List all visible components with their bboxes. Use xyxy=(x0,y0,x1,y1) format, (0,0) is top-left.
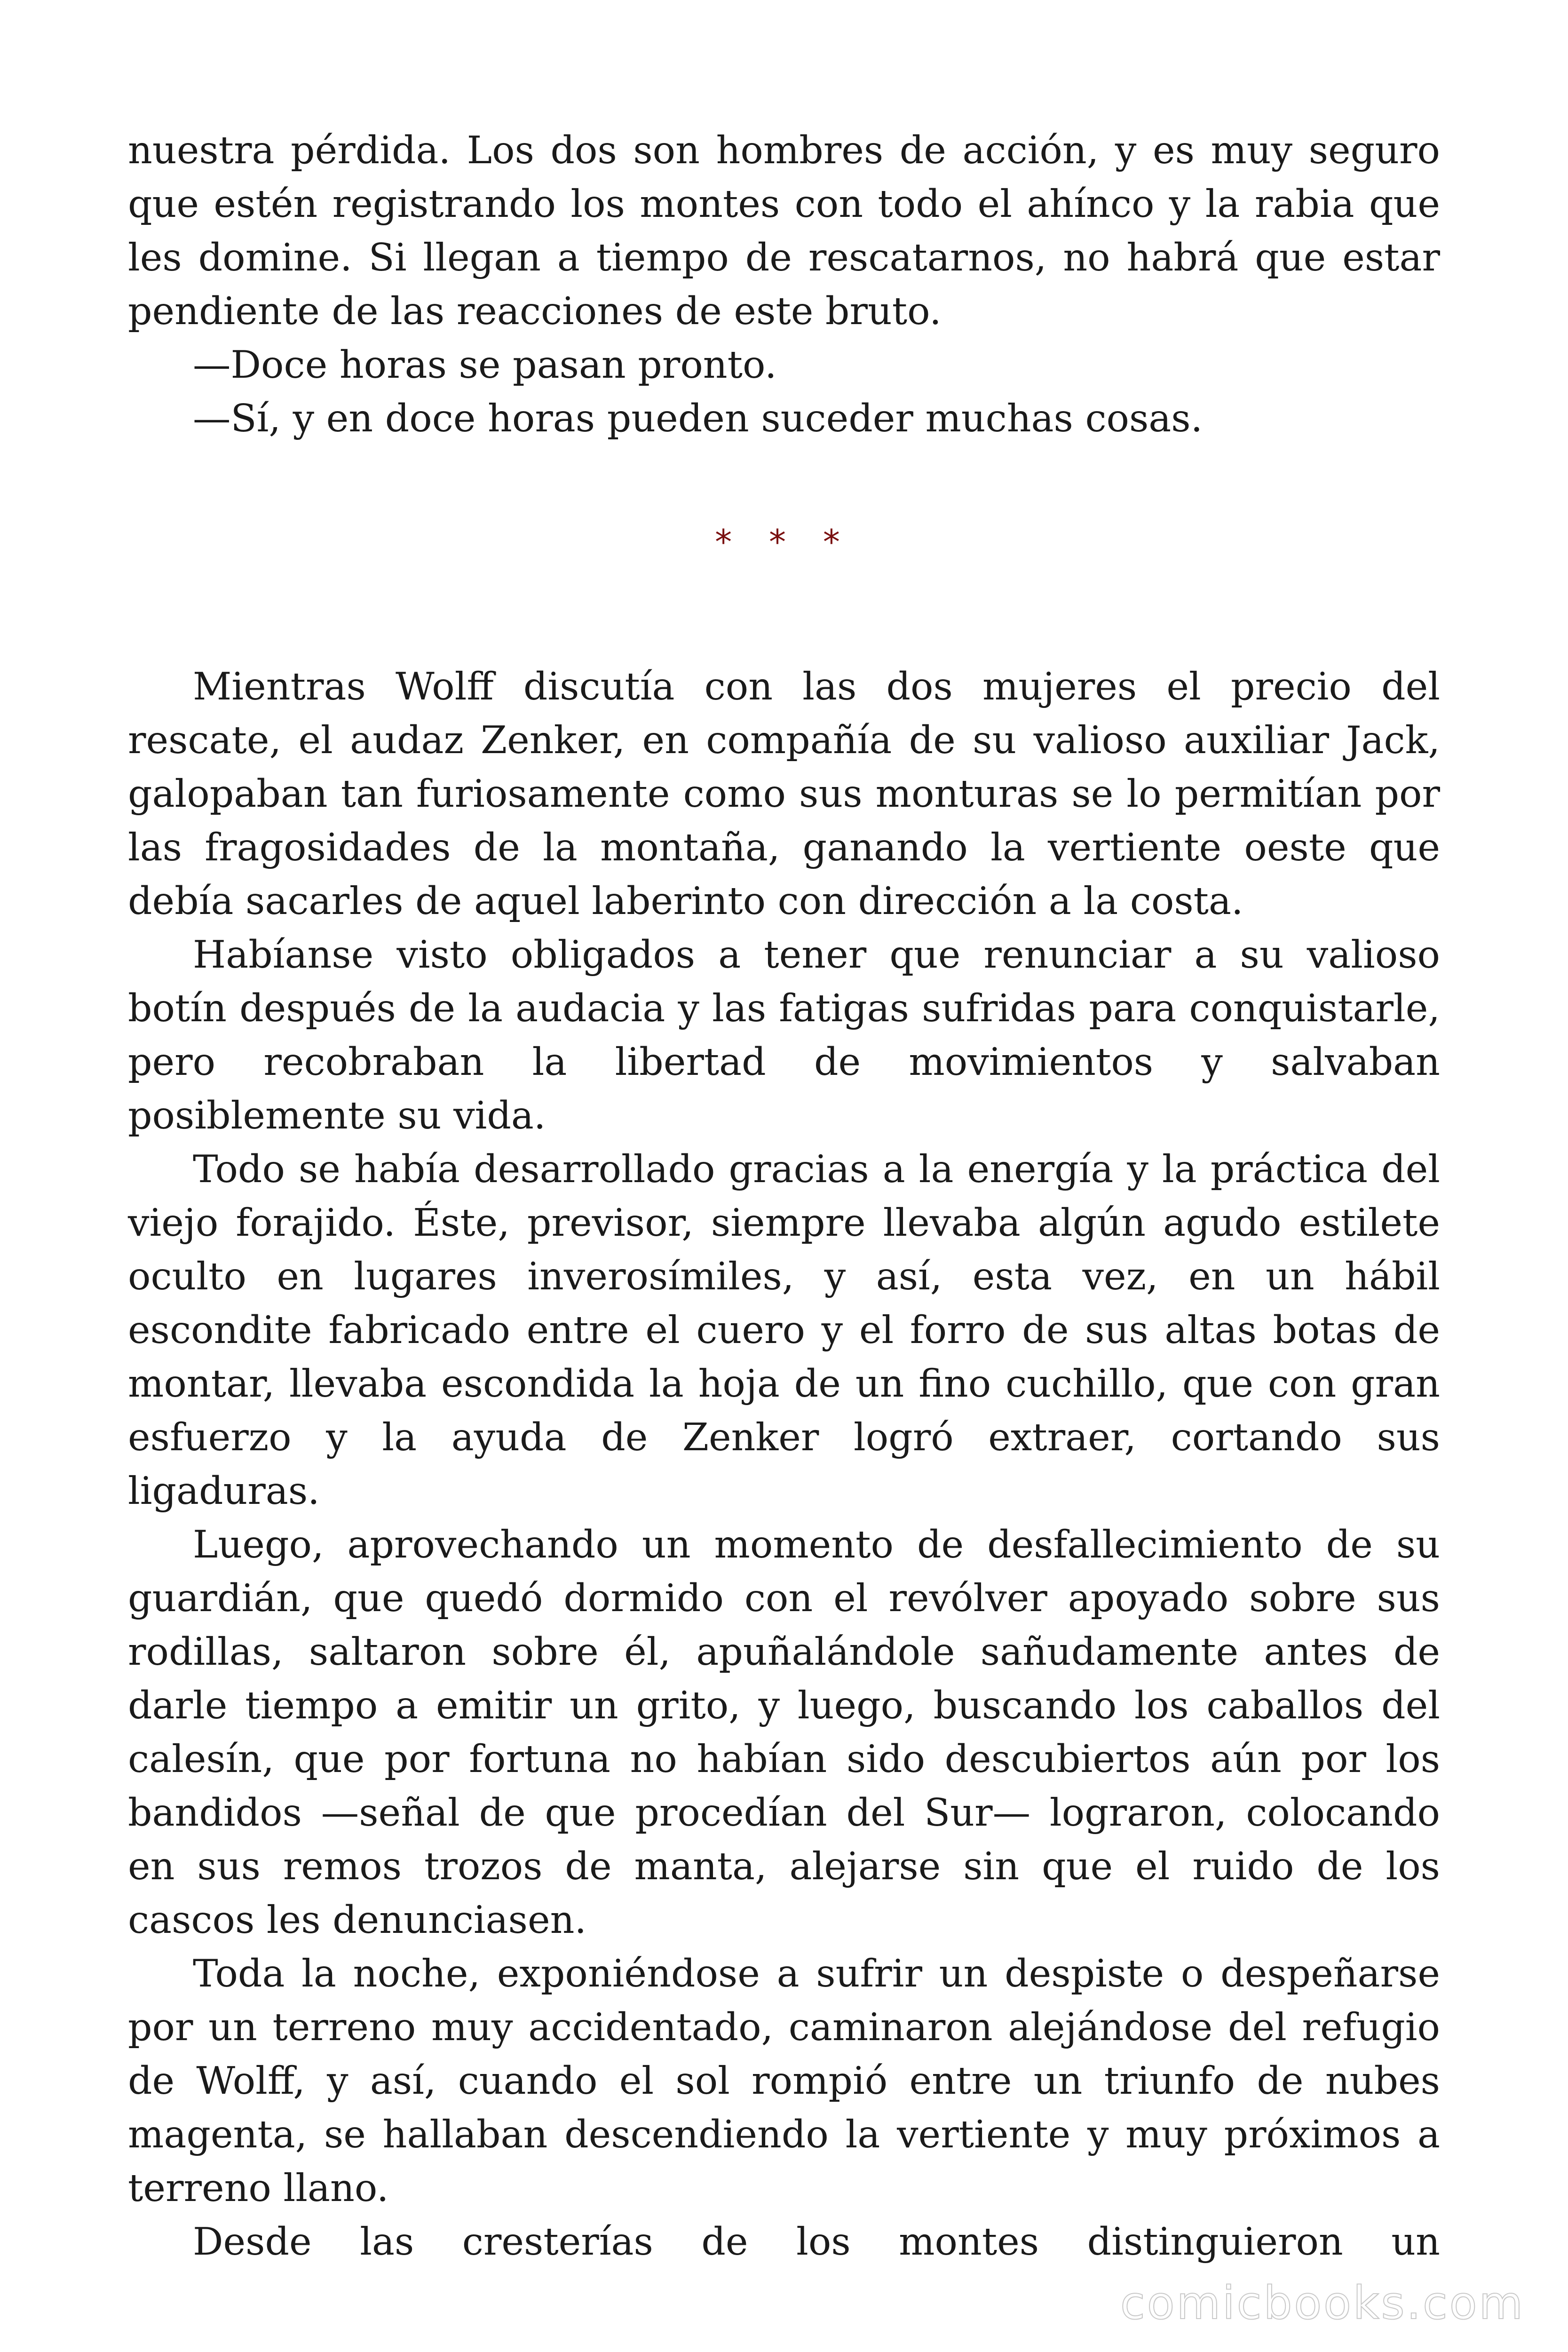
watermark-logo: comicbooks.com xyxy=(1120,2277,1525,2329)
paragraph: Toda la noche, exponiéndose a sufrir un despiste o despeñarse por un terreno muy accidentado, caminaron alejándose del refugio de Wolff, y así, cuando el sol rompió entre un triunfo de nubes magenta, se hallaban descendiendo la vertiente y muy próximos a terreno llano. xyxy=(128,1951,1440,2210)
separator-stars: * * * xyxy=(715,522,853,562)
paragraph: Luego, aprovechando un momento de desfallecimiento de su guardián, que quedó dormido con el revólver apoyado sobre sus rodillas, saltaron sobre él, apuñalándole sañudamente antes de darle tiempo a emitir un grito, y luego, buscando los caballos del calesín, que por fortuna no habían sido descubiertos aún por los bandidos —señal de que procedían del Sur— lograron, colocando en sus remos trozos de manta, alejarse sin que el ruido de los cascos les denunciasen. xyxy=(128,1522,1440,1942)
dialogue-line: —Sí, y en doce horas pueden suceder muchas cosas. xyxy=(193,396,1203,440)
paragraph-continuation: nuestra pérdida. Los dos son hombres de acción, y es muy seguro que estén registrando los montes con todo el ahínco y la rabia que les domine. Si llegan a tiempo de rescatarnos, no habrá que estar pendiente de las reacciones de este bruto. xyxy=(128,128,1440,333)
section-separator xyxy=(128,499,1440,606)
paragraph: Mientras Wolff discutía con las dos mujeres el precio del rescate, el audaz Zenker, en compañía de su valioso auxiliar Jack, galopaban tan furiosamente como sus monturas se lo permitían por las fragosidades de la montaña, ganando la vertiente oeste que debía sacarles de aquel laberinto con dirección a la costa. xyxy=(128,664,1440,923)
dialogue-line: —Doce horas se pasan pronto. xyxy=(193,342,777,387)
book-page-text xyxy=(128,123,1440,2268)
paragraph: Todo se había desarrollado gracias a la energía y la práctica del viejo forajido. Éste, previsor, siempre llevaba algún agudo estilete oculto en lugares inverosímiles, y así, esta vez, en un hábil escondite fabricado entre el cuero y el forro de sus altas botas de montar, llevaba escondida la hoja de un fino cuchillo, que con gran esfuerzo y la ayuda de Zenker logró extraer, cortando sus ligaduras. xyxy=(128,1147,1440,1513)
paragraph-truncated: Desde las cresterías de los montes distinguieron un xyxy=(193,2219,1440,2264)
paragraph: Habíanse visto obligados a tener que renunciar a su valioso botín después de la audacia y las fatigas sufridas para conquistarle, pero recobraban la libertad de movimientos y salvaban posiblemente su vida. xyxy=(128,932,1440,1137)
